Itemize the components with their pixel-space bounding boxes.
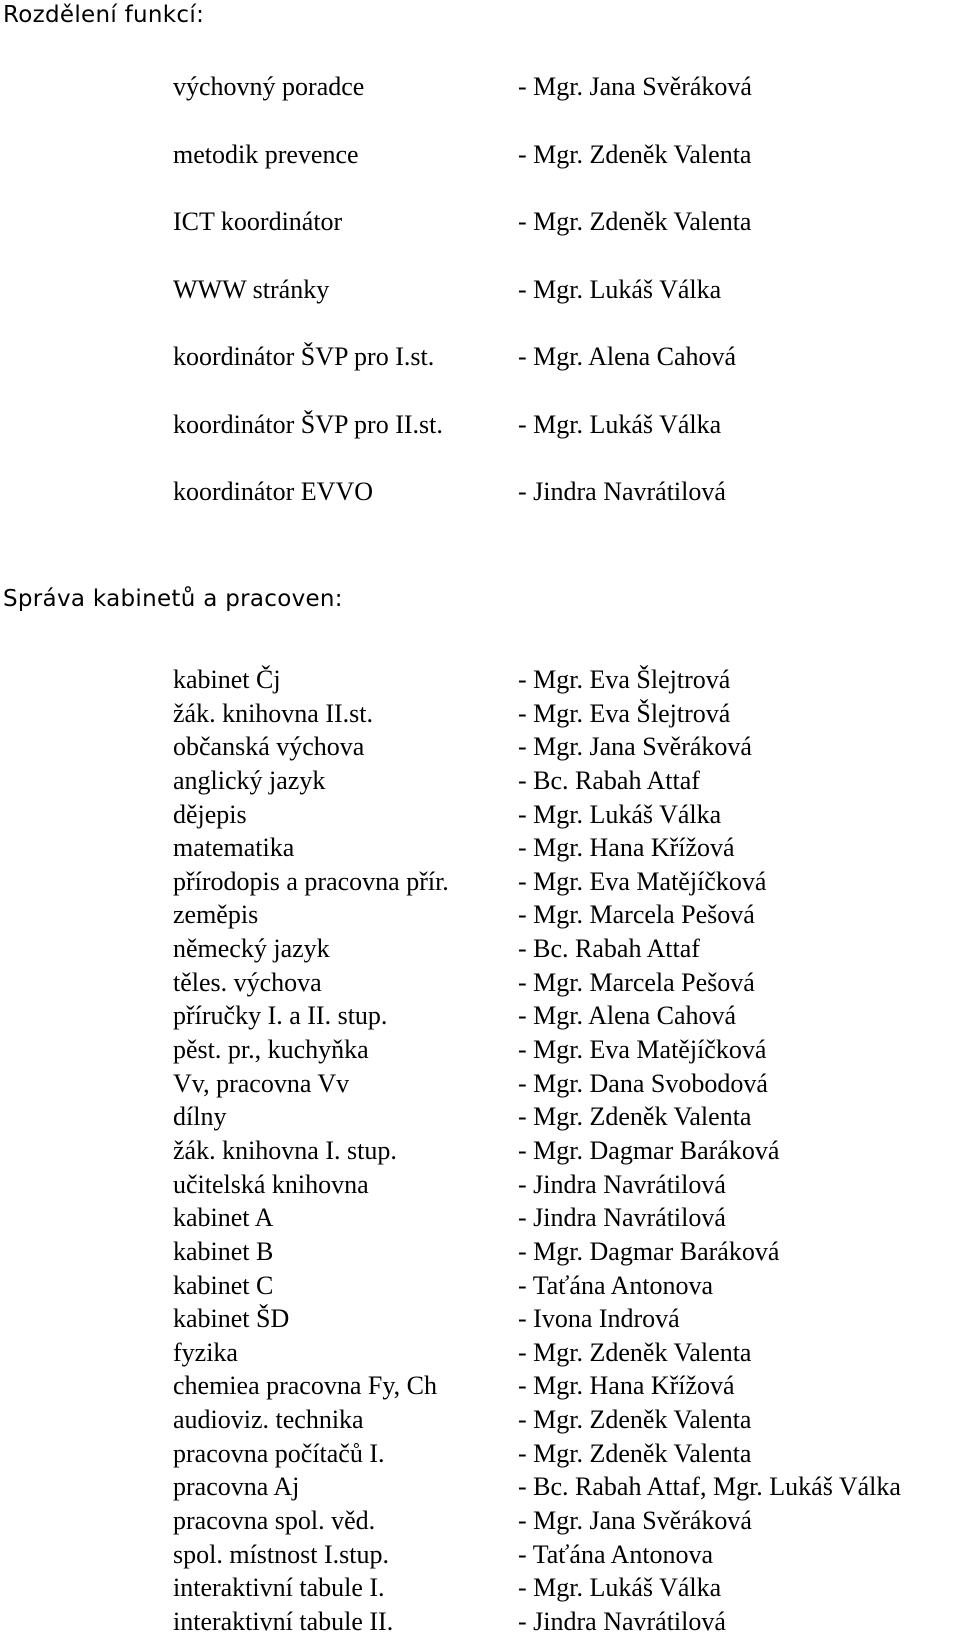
room-name: zeměpis — [173, 900, 259, 930]
person-name: - Bc. Rabah Attaf — [518, 765, 700, 795]
list-row — [0, 410, 960, 478]
room-name: občanská výchova — [173, 732, 365, 762]
person-name: - Mgr. Zdeněk Valenta — [518, 1438, 752, 1468]
list-row — [0, 665, 960, 699]
list-row — [0, 833, 960, 867]
person-name: - Jindra Navrátilová — [518, 1606, 726, 1636]
list-row — [0, 1170, 960, 1204]
list-row — [0, 1338, 960, 1372]
person-name: - Mgr. Eva Šlejtrová — [518, 665, 731, 694]
person-name: - Taťána Antonova — [518, 1270, 714, 1300]
room-name: audioviz. technika — [173, 1405, 364, 1435]
room-name: žák. knihovna I. stup. — [173, 1135, 397, 1165]
list-row — [0, 1069, 960, 1103]
person-name: - Mgr. Eva Matějíčková — [518, 1035, 767, 1065]
person-name: - Mgr. Lukáš Válka — [518, 274, 722, 304]
room-name: německý jazyk — [173, 934, 330, 964]
room-name: anglický jazyk — [173, 765, 326, 795]
list-row — [0, 1136, 960, 1170]
function-name: ICT koordinátor — [173, 207, 343, 236]
list-row — [0, 1405, 960, 1439]
person-name: - Mgr. Hana Křížová — [518, 1371, 735, 1401]
room-name: kabinet A — [173, 1203, 274, 1233]
person-name: - Ivona Indrová — [518, 1304, 680, 1334]
room-name: kabinet Čj — [173, 665, 281, 694]
list-row — [0, 72, 960, 140]
function-name: koordinátor ŠVP pro II.st. — [173, 409, 443, 439]
person-name: - Bc. Rabah Attaf, Mgr. Lukáš Válka — [518, 1472, 901, 1502]
person-name: - Bc. Rabah Attaf — [518, 934, 700, 964]
list-row — [0, 1102, 960, 1136]
function-name: metodik prevence — [173, 139, 359, 169]
room-name: spol. místnost I.stup. — [173, 1539, 389, 1569]
list-row — [0, 968, 960, 1002]
person-name: - Mgr. Hana Křížová — [518, 833, 735, 863]
list-row — [0, 1607, 960, 1641]
person-name: - Mgr. Zdeněk Valenta — [518, 1337, 752, 1367]
list-row — [0, 477, 960, 545]
room-name: žák. knihovna II.st. — [173, 698, 374, 728]
room-name: příručky I. a II. stup. — [173, 1001, 388, 1031]
person-name: - Mgr. Alena Cahová — [518, 1001, 737, 1031]
list-row — [0, 1203, 960, 1237]
person-name: - Mgr. Zdeněk Valenta — [518, 1102, 752, 1132]
function-name: koordinátor EVVO — [173, 477, 374, 506]
room-name: učitelská knihovna — [173, 1169, 369, 1199]
room-name: těles. výchova — [173, 967, 322, 997]
person-name: - Jindra Navrátilová — [518, 1203, 726, 1233]
person-name: - Mgr. Dagmar Baráková — [518, 1135, 780, 1165]
person-name: - Mgr. Dagmar Baráková — [518, 1236, 780, 1266]
list-row — [0, 934, 960, 968]
person-name: - Mgr. Jana Svěráková — [518, 1506, 752, 1536]
list-row — [0, 1271, 960, 1305]
person-name: - Mgr. Jana Svěráková — [518, 72, 752, 101]
person-name: - Mgr. Zdeněk Valenta — [518, 207, 752, 236]
room-name: pracovna počítačů I. — [173, 1438, 385, 1468]
person-name: - Mgr. Marcela Pešová — [518, 967, 755, 997]
function-name: výchovný poradce — [173, 72, 365, 101]
list-row — [0, 766, 960, 800]
person-name: - Mgr. Alena Cahová — [518, 342, 737, 371]
person-name: - Mgr. Zdeněk Valenta — [518, 139, 752, 169]
list-row — [0, 800, 960, 834]
list-row — [0, 1506, 960, 1540]
room-name: přírodopis a pracovna přír. — [173, 866, 449, 896]
person-name: - Mgr. Dana Svobodová — [518, 1068, 768, 1098]
person-name: - Mgr. Lukáš Válka — [518, 1573, 722, 1603]
section-heading-cabinets: Správa kabinetů a pracoven: — [3, 586, 343, 612]
room-name: interaktivní tabule I. — [173, 1573, 385, 1603]
person-name: - Mgr. Zdeněk Valenta — [518, 1405, 752, 1435]
list-row — [0, 1371, 960, 1405]
person-name: - Taťána Antonova — [518, 1539, 714, 1569]
list-row — [0, 900, 960, 934]
list-row — [0, 1237, 960, 1271]
section-heading-functions: Rozdělení funkcí: — [3, 2, 205, 28]
function-name: koordinátor ŠVP pro I.st. — [173, 342, 435, 371]
list-row — [0, 1001, 960, 1035]
room-name: interaktivní tabule II. — [173, 1606, 394, 1636]
list-row — [0, 699, 960, 733]
room-name: pracovna spol. věd. — [173, 1506, 376, 1536]
room-name: chemiea pracovna Fy, Ch — [173, 1371, 437, 1401]
functions-list — [0, 72, 960, 545]
room-name: Vv, pracovna Vv — [173, 1068, 350, 1098]
person-name: - Mgr. Marcela Pešová — [518, 900, 755, 930]
list-row — [0, 275, 960, 343]
list-row — [0, 867, 960, 901]
person-name: - Jindra Navrátilová — [518, 1169, 726, 1199]
list-row — [0, 732, 960, 766]
room-name: fyzika — [173, 1337, 238, 1367]
list-row — [0, 1035, 960, 1069]
list-row — [0, 1472, 960, 1506]
room-name: kabinet ŠD — [173, 1304, 290, 1334]
room-name: kabinet B — [173, 1236, 274, 1266]
room-name: kabinet C — [173, 1270, 274, 1300]
list-row — [0, 1540, 960, 1574]
list-row — [0, 1439, 960, 1473]
person-name: - Mgr. Lukáš Válka — [518, 799, 722, 829]
list-row — [0, 1573, 960, 1607]
function-name: WWW stránky — [173, 274, 330, 304]
cabinets-list — [0, 665, 960, 1641]
list-row — [0, 342, 960, 410]
list-row — [0, 140, 960, 208]
person-name: - Mgr. Jana Svěráková — [518, 732, 752, 762]
room-name: matematika — [173, 833, 295, 863]
list-row — [0, 1304, 960, 1338]
person-name: - Jindra Navrátilová — [518, 477, 726, 506]
room-name: pěst. pr., kuchyňka — [173, 1035, 369, 1065]
person-name: - Mgr. Eva Šlejtrová — [518, 698, 731, 728]
list-row — [0, 207, 960, 275]
room-name: dějepis — [173, 799, 247, 829]
person-name: - Mgr. Lukáš Válka — [518, 409, 722, 439]
room-name: pracovna Aj — [173, 1472, 300, 1502]
person-name: - Mgr. Eva Matějíčková — [518, 866, 767, 896]
room-name: dílny — [173, 1102, 227, 1132]
